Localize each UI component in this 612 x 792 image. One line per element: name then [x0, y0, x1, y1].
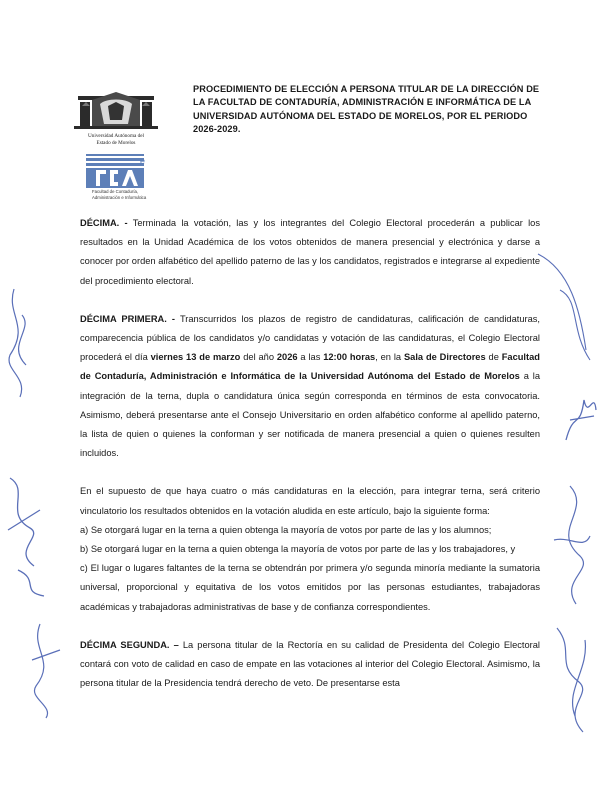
clause-year: 2026: [276, 352, 298, 363]
list-item: a) Se otorgará lugar en la terna a quien obtenga la mayoría de votos por parte de las y los alumnos;: [80, 524, 492, 535]
clause-time: 12:00 horas: [323, 352, 376, 363]
university-caption-line: Estado de Morelos: [96, 140, 136, 146]
clause-text: a las: [297, 352, 324, 363]
clause-text: de: [485, 352, 502, 363]
university-caption: [70, 133, 162, 147]
clause-heading: DÉCIMA. -: [80, 218, 128, 228]
clause-institution: Facultad de Contaduría, Administración e Informática de la Universidad Autónoma del Estado de Morelos: [80, 352, 540, 382]
signature-right-2: [560, 380, 600, 450]
svg-text:e: e: [140, 156, 146, 166]
list-item: c) El lugar o lugares faltantes de la terna se obtendrán por primera y/o segunda minoría mediante la sumatoria universal, proporcional y equitativa de los votos emitidos por las personas estudiantes, trabajadoras académicas y trabajadoras administrativas de base y de confianza correspondientes.: [80, 563, 540, 612]
clause-decima-primera: [80, 310, 540, 464]
clause-date: viernes 13 de marzo: [150, 352, 241, 363]
faculty-logo: [82, 152, 152, 194]
clause-decima: [80, 214, 540, 291]
clause-text: La persona titular de la Rectoría en su calidad de Presidenta del Colegio Electoral contará con voto de calidad en caso de empate en las votaciones al interior del Colegio Electoral. Asimismo, la persona titular de la Presidencia tendrá derecho de veto. De presentarse esta: [80, 639, 541, 689]
clause-room: Sala de Directores: [403, 352, 486, 363]
clause-heading: DÉCIMA PRIMERA. -: [80, 313, 176, 324]
faculty-caption-line: Administración e Informática: [92, 194, 147, 200]
signature-left-1: [0, 285, 48, 405]
clause-text: Transcurridos los plazos de registro de candidaturas, calificación de candidaturas, comparecencia pública de los candidatos y/o candidatas y votación de las candidaturas, el Colegio Electoral procederá el día: [80, 313, 540, 363]
clause-text: del año: [240, 352, 277, 363]
signature-right-1: [530, 250, 600, 370]
signature-right-4: [545, 620, 600, 740]
clause-text: Terminada la votación, las y los integrantes del Colegio Electoral procederán a publicar los resultados en la Unidad Académica de los votos obtenidos de manera presencial y electrónica y darse a conocer por orden alfabético del apellido paterno de las y los candidatos, registrados e integrarse al expediente del procedimiento electoral.: [80, 218, 540, 286]
university-caption-line: Universidad Autónoma del: [88, 133, 144, 139]
clause-text: a la integración de la terna, dupla o candidatura única según corresponda en términos de esta convocatoria. Asimismo, deberá presentarse ante el Consejo Universitario en orden alfabético conforme al apellido paterno, la lista de quien o quienes la conforman y ser notificada de manera presencial a quien o quienes resulten incluidos.: [80, 371, 540, 459]
signature-left-2: [0, 470, 56, 600]
clause-decima-segunda: [80, 636, 540, 694]
faculty-caption: [92, 189, 156, 200]
clause-text: , en la: [375, 352, 404, 363]
signature-left-3: [20, 620, 70, 720]
document-title: PROCEDIMIENTO DE ELECCIÓN A PERSONA TITULAR DE LA DIRECCIÓN DE LA FACULTAD DE CONTADURÍA, ADMINISTRACIÓN E INFORMÁTICA DE LA UNIVERSIDAD AUTÓNOMA DEL ESTADO DE MORELOS, POR EL PERIODO 2026-2029.: [193, 84, 540, 134]
clause-heading: DÉCIMA SEGUNDA. –: [80, 639, 179, 650]
clause-supuesto-intro: En el supuesto de que haya cuatro o más candidaturas en la elección, para integrar terna, será criterio vinculatorio los resultados obtenidos en la votación aludida en este artículo, bajo la siguiente forma:: [80, 486, 540, 516]
document-body: [80, 214, 540, 693]
signature-right-3: [540, 480, 600, 610]
faculty-caption-line: Facultad de Contaduría,: [92, 189, 139, 194]
list-item: b) Se otorgará lugar en la terna a quien obtenga la mayoría de votos por parte de las y los trabajadores, y: [80, 544, 516, 555]
